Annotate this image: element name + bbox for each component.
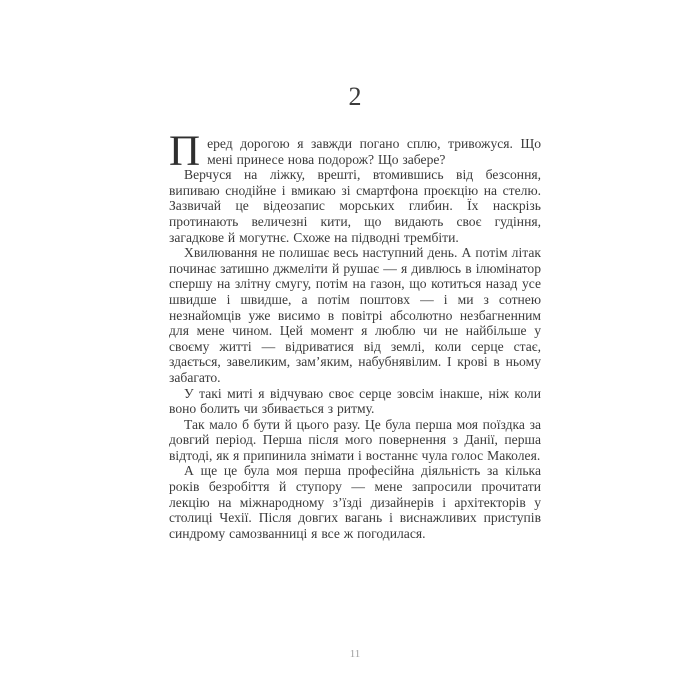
chapter-number: 2 — [348, 82, 362, 111]
paragraph-3: Хвилювання не полишає весь наступний день. А потім літак починає затишно джмеліти й рушає — я дивлюсь в ілюмінатор спершу на злітну смугу, потім на газон, що котиться назад усе швидше і швидше, а потім поштовх — і ми з сотнею незнайомців уже висимо в повітрі абсолютно незбагненним для мене чином. Цей момент я люблю чи не найбільше у своєму житті — відриватися від землі, коли серце стає, здається, завеликим, зам’яким, набубнявілим. І крові в ньому забагато. — [169, 245, 541, 385]
drop-cap: П — [169, 128, 201, 175]
paragraph-4: У такі миті я відчуваю своє серце зовсім інакше, ніж коли воно болить чи збивається з ритму. — [169, 385, 541, 417]
text-block — [169, 128, 541, 541]
paragraph-5: Так мало б бути й цього разу. Це була перша моя поїздка за довгий період. Перша після мого повернення з Данії, перша відтоді, як я припинила знімати і востаннє чула голос Маколея. — [169, 416, 541, 463]
paragraph-2: Верчуся на ліжку, врешті, втомившись від безсоння, випиваю снодійне і вмикаю зі смартфона проєкцію на стелю. Зазвичай це відеозапис морських глибин. Їх наскрізь протинають величезні кити, що видають своє гудіння, загадкове й могутнє. Схоже на підводні трембіти. — [169, 167, 541, 245]
paragraph-6: А ще це була моя перша професійна діяльність за кілька років безробіття й ступору — мене запросили прочитати лекцію на міжнародному з’їзді дизайнерів і архітекторів у столиці Чехії. Після довгих вагань і виснажливих приступів синдрому самозванниці я все ж погодилася. — [169, 463, 541, 541]
page-number: 11 — [349, 648, 361, 660]
paragraph-opening-text: еред дорогою я завжди погано сплю, тривожуся. Що мені принесе нова подорож? Що забере? — [207, 136, 541, 167]
paragraph-opening — [169, 128, 541, 175]
